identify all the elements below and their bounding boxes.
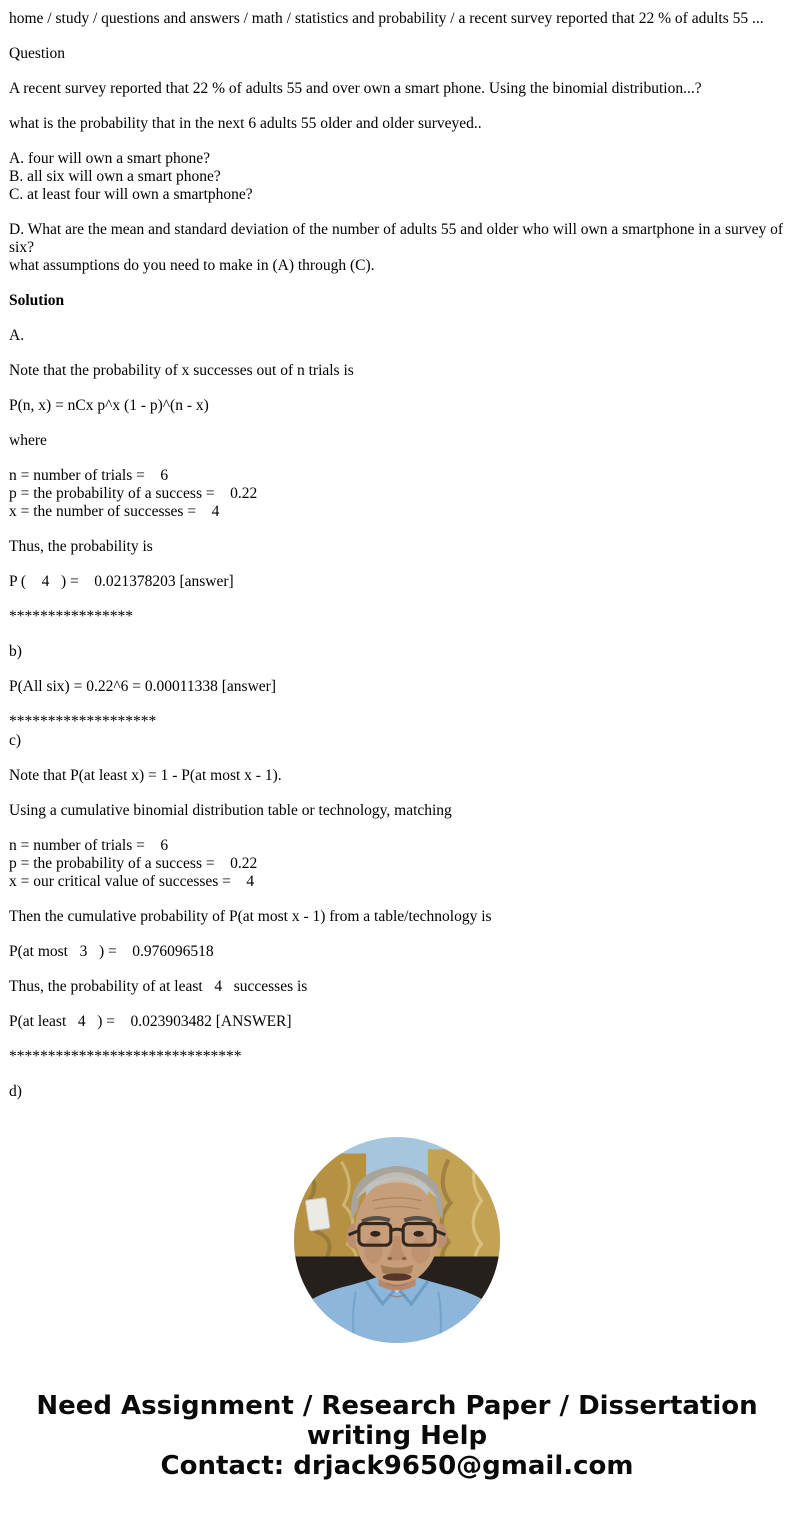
- footer-promo: [9, 1391, 785, 1481]
- part-a-thus: Thus, the probability is: [9, 538, 153, 555]
- part-a-p-value: p = the probability of a success = 0.22: [9, 485, 258, 502]
- tutor-avatar: [294, 1137, 500, 1343]
- question-prompt: what is the probability that in the next 6 adults 55 older and older surveyed..: [9, 115, 482, 132]
- option-b: B. all six will own a smart phone?: [9, 168, 221, 185]
- part-a-note: Note that the probability of x successes out of n trials is: [9, 362, 354, 379]
- divider-asterisks: ****************: [9, 608, 133, 625]
- question-statement: A recent survey reported that 22 % of adults 55 and over own a smart phone. Using the binomial distribution...?: [9, 80, 702, 97]
- solution-heading: Solution: [9, 292, 65, 309]
- question-option-d: [9, 221, 785, 275]
- question-options: [9, 150, 785, 204]
- part-b-result: P(All six) = 0.22^6 = 0.00011338 [answer]: [9, 678, 276, 695]
- question-heading: Question: [9, 45, 65, 62]
- solution-part-c-label: c): [9, 732, 22, 749]
- footer-line1: Need Assignment / Research Paper / Dissertation: [36, 1391, 758, 1421]
- where-label: where: [9, 432, 47, 449]
- part-c-at-most-result: P(at most 3 ) = 0.976096518: [9, 943, 214, 960]
- part-c-thus: Thus, the probability of at least 4 successes is: [9, 978, 308, 995]
- footer-contact-email: Contact: drjack9650@gmail.com: [160, 1451, 634, 1481]
- option-c: C. at least four will own a smartphone?: [9, 186, 253, 203]
- part-c-parameters: [9, 837, 785, 891]
- part-c-note: Note that P(at least x) = 1 - P(at most x - 1).: [9, 767, 282, 784]
- part-a-n-value: n = number of trials = 6: [9, 467, 169, 484]
- option-d: D. What are the mean and standard deviation of the number of adults 55 and older who will own a smartphone in a survey of six?: [9, 221, 787, 256]
- question-assumptions: what assumptions do you need to make in (A) through (C).: [9, 257, 375, 274]
- part-a-result: P ( 4 ) = 0.021378203 [answer]: [9, 573, 234, 590]
- divider-asterisks: ******************************: [9, 1048, 242, 1065]
- breadcrumb[interactable]: home / study / questions and answers / math / statistics and probability / a recent survey reported that 22 % of adults 55 ...: [9, 10, 764, 27]
- part-c-x-value: x = our critical value of successes = 4: [9, 873, 255, 890]
- solution-part-b-label: b): [9, 643, 22, 660]
- question-answer-document: [9, 45, 785, 1343]
- divider-asterisks: *******************: [9, 713, 157, 730]
- part-c-n-value: n = number of trials = 6: [9, 837, 169, 854]
- part-c-method: Using a cumulative binomial distribution table or technology, matching: [9, 802, 452, 819]
- part-a-x-value: x = the number of successes = 4: [9, 503, 220, 520]
- solution-part-a-label: A.: [9, 327, 25, 344]
- binomial-formula: P(n, x) = nCx p^x (1 - p)^(n - x): [9, 397, 209, 414]
- option-a: A. four will own a smart phone?: [9, 150, 211, 167]
- solution-part-d-label: d): [9, 1083, 22, 1100]
- part-a-parameters: [9, 467, 785, 521]
- part-c-cumulative-note: Then the cumulative probability of P(at most x - 1) from a table/technology is: [9, 908, 492, 925]
- avatar-container: [9, 1137, 785, 1343]
- part-c-p-value: p = the probability of a success = 0.22: [9, 855, 258, 872]
- part-c-result: P(at least 4 ) = 0.023903482 [ANSWER]: [9, 1013, 292, 1030]
- footer-line2: writing Help: [306, 1421, 488, 1451]
